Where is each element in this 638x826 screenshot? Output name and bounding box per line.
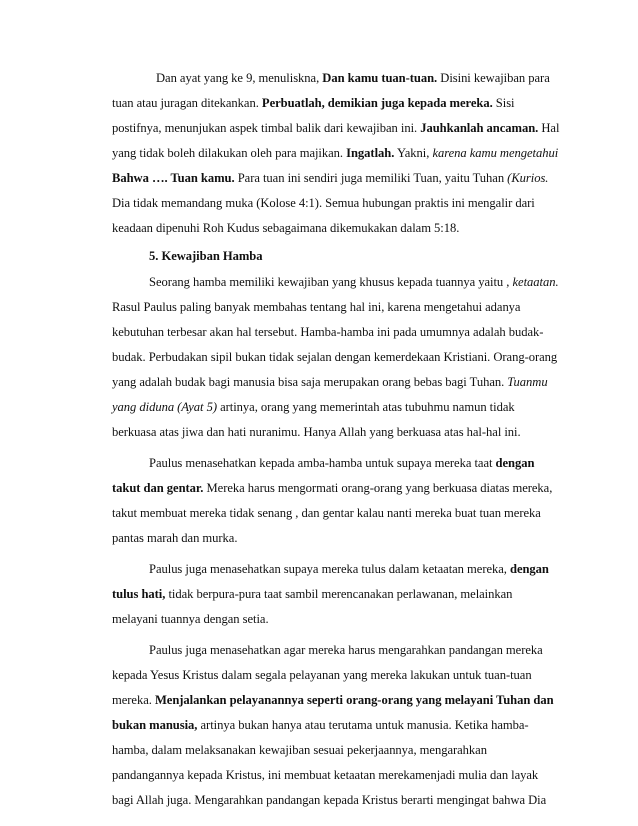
text-run: Disini kewajiban para: [437, 71, 550, 85]
text-run: Jauhkanlah ancaman.: [420, 121, 539, 135]
text-run: yang adalah budak bagi manusia bisa saja merupakan orang bebas bagi Tuhan.: [112, 375, 508, 389]
section-heading: [149, 248, 263, 264]
paragraph-line: [112, 742, 487, 758]
text-run: pantas marah dan murka.: [112, 531, 238, 545]
text-run: mereka.: [112, 693, 155, 707]
text-run: karena kamu mengetahui: [432, 146, 559, 160]
text-run: kepada Yesus Kristus dalam segala pelayanan yang mereka lakukan untuk tuan-tuan: [112, 668, 532, 682]
paragraph-line: [149, 561, 549, 577]
paragraph-line: [112, 195, 535, 211]
text-run: Sisi: [492, 96, 515, 110]
text-run: Menjalankan pelayanannya seperti orang-orang yang melayani Tuhan dan: [154, 693, 554, 707]
text-run: bagi Allah juga. Mengarahkan pandangan kepada Kristus berarti mengingat bahwa Dia: [112, 793, 547, 807]
paragraph-line: [112, 586, 512, 602]
text-run: tuan atau juragan ditekankan.: [112, 96, 262, 110]
paragraph-line: [112, 480, 552, 496]
text-run: Dan kamu tuan-tuan.: [322, 71, 438, 85]
text-run: Paulus juga menasehatkan supaya mereka tulus dalam ketaatan mereka,: [149, 562, 510, 576]
text-run: Bahwa …. Tuan kamu.: [112, 171, 235, 185]
paragraph-line: [112, 95, 515, 111]
text-run: hamba, dalam melaksanakan kewajiban sesuai pekerjaannya, mengarahkan: [112, 743, 487, 757]
paragraph-line: [112, 530, 237, 546]
paragraph-line: [112, 792, 546, 808]
text-run: Hal: [538, 121, 560, 135]
text-run: Dan ayat yang ke 9, menuliskna,: [156, 71, 323, 85]
text-run: tidak berpura-pura taat sambil merencanakan perlawanan, melainkan: [165, 587, 513, 601]
paragraph-line: [156, 70, 550, 86]
paragraph-line: [112, 170, 548, 186]
text-run: melayani tuannya dengan setia.: [112, 612, 269, 626]
text-run: Seorang hamba memiliki kewajiban yang khusus kepada tuannya yaitu ,: [149, 275, 513, 289]
text-run: tulus hati,: [112, 587, 166, 601]
text-run: Para tuan ini sendiri juga memiliki Tuan, yaitu Tuhan: [234, 171, 508, 185]
paragraph-line: [112, 349, 557, 365]
paragraph-line: [112, 324, 543, 340]
text-run: takut membuat mereka tidak senang , dan gentar kalau nanti mereka buat tuan mereka: [112, 506, 541, 520]
text-run: artinya, orang yang memerintah atas tubuhmu namun tidak: [216, 400, 515, 414]
text-run: berkuasa atas jiwa dan hati nuranimu. Hanya Allah yang berkuasa atas hal-hal ini.: [112, 425, 521, 439]
text-run: bukan manusia,: [112, 718, 198, 732]
text-run: Ingatlah.: [346, 146, 395, 160]
text-run: 5. Kewajiban Hamba: [149, 249, 263, 263]
text-run: artinya bukan hanya atau terutama untuk manusia. Ketika hamba-: [197, 718, 529, 732]
paragraph-line: [149, 642, 543, 658]
text-run: keadaan dipenuhi Roh Kudus sebagaimana dikemukakan dalam 5:18.: [112, 221, 460, 235]
paragraph-line: [112, 767, 538, 783]
text-run: ketaatan.: [512, 275, 559, 289]
paragraph-line: [112, 299, 520, 315]
paragraph-line: [112, 145, 558, 161]
text-run: Paulus menasehatkan kepada amba-hamba untuk supaya mereka taat: [149, 456, 496, 470]
text-run: (Kurios.: [507, 171, 549, 185]
paragraph-line: [112, 505, 541, 521]
text-run: dengan: [509, 562, 549, 576]
paragraph-line: [112, 692, 554, 708]
paragraph-line: [112, 399, 515, 415]
text-run: takut dan gentar.: [112, 481, 204, 495]
paragraph-line: [112, 120, 559, 136]
paragraph-line: [149, 274, 559, 290]
text-run: Tuanmu: [507, 375, 548, 389]
text-run: budak. Perbudakan sipil bukan tidak sejalan dengan kemerdekaan Kristiani. Orang-orang: [112, 350, 558, 364]
paragraph-line: [149, 455, 534, 471]
text-run: Dia tidak memandang muka (Kolose 4:1). Semua hubungan praktis ini mengalir dari: [112, 196, 535, 210]
paragraph-line: [112, 717, 529, 733]
paragraph-line: [112, 220, 459, 236]
text-run: Paulus juga menasehatkan agar mereka harus mengarahkan pandangan mereka: [149, 643, 543, 657]
text-run: Yakni,: [394, 146, 433, 160]
text-run: yang diduna (Ayat 5): [112, 400, 217, 414]
text-run: Rasul Paulus paling banyak membahas tentang hal ini, karena mengetahui adanya: [112, 300, 521, 314]
text-run: yang tidak boleh dilakukan oleh para majikan.: [112, 146, 347, 160]
text-run: postifnya, menunjukan aspek timbal balik dari kewajiban ini.: [112, 121, 421, 135]
text-run: Perbuatlah, demikian juga kepada mereka.: [261, 96, 493, 110]
paragraph-line: [112, 374, 548, 390]
text-run: dengan: [495, 456, 535, 470]
paragraph-line: [112, 667, 532, 683]
paragraph-line: [112, 424, 521, 440]
text-run: kebutuhan terbesar akan hal tersebut. Hamba-hamba ini pada umumnya adalah budak-: [112, 325, 544, 339]
text-run: pandangannya kepada Kristus, ini membuat ketaatan merekamenjadi mulia dan layak: [112, 768, 539, 782]
text-run: Mereka harus mengormati orang-orang yang berkuasa diatas mereka,: [203, 481, 553, 495]
paragraph-line: [112, 611, 269, 627]
